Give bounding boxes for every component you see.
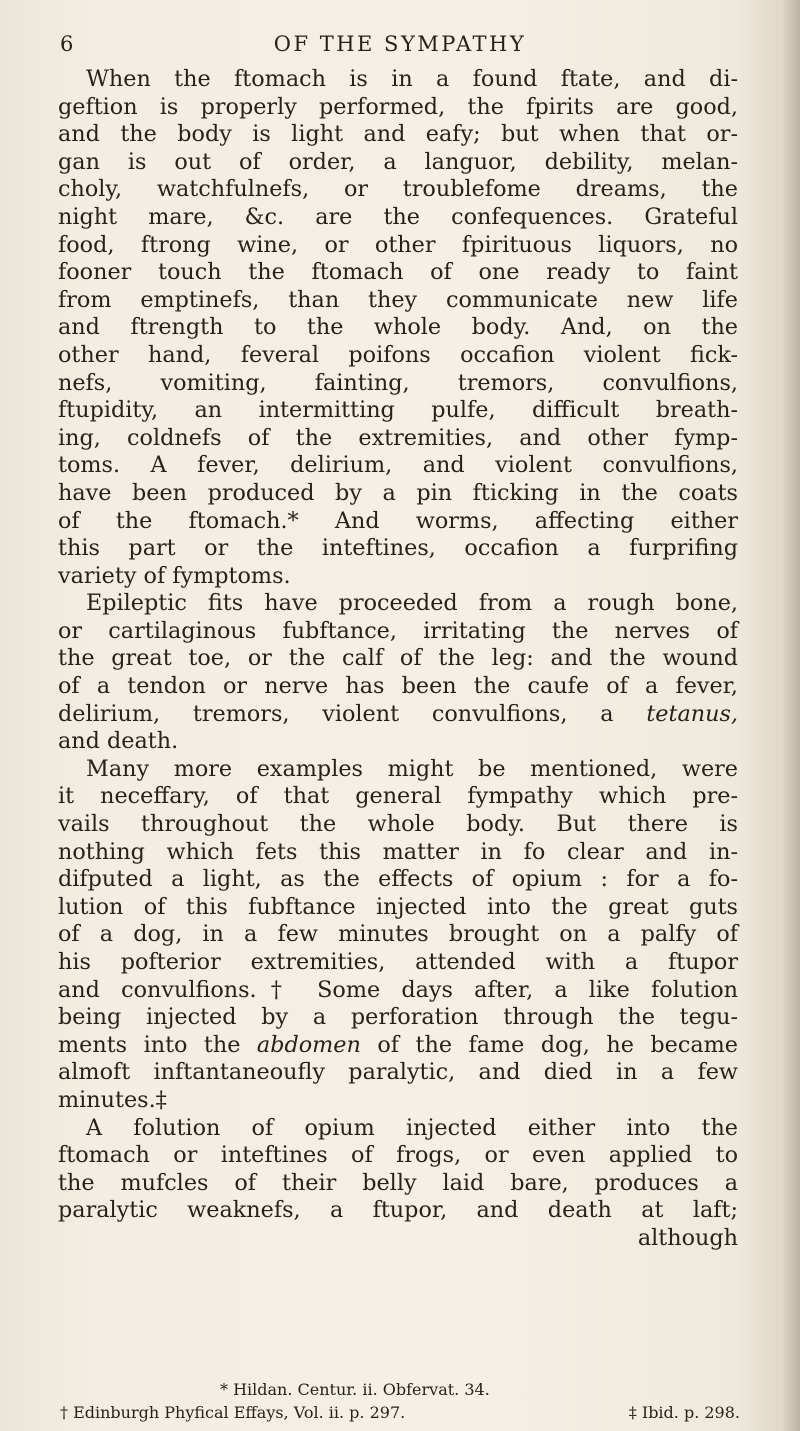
text-line: of a tendon or nerve has been the caufe of a fever, xyxy=(58,673,738,700)
text-line: and ftrength to the whole body. And, on the xyxy=(58,314,738,341)
text-line: the mufcles of their belly laid bare, produces a xyxy=(58,1169,738,1196)
page-header xyxy=(60,30,740,70)
catchword: although xyxy=(637,1224,738,1251)
italic-term: abdomen xyxy=(256,1031,361,1058)
text-line: the great toe, or the calf of the leg: and the wound xyxy=(58,645,738,672)
text-line: this part or the inteftines, occafion a furprifing xyxy=(58,535,738,562)
text-line: food, ftrong wine, or other fpirituous liquors, no xyxy=(58,231,738,258)
page-edge-shadow xyxy=(782,0,800,1431)
text-line: gan is out of order, a languor, debility, melan- xyxy=(58,148,738,175)
text-line: ftupidity, an intermitting pulfe, difficult breath- xyxy=(58,397,738,424)
text-line: delirium, tremors, violent convulfions, a tetanus, xyxy=(58,700,738,727)
text-line: choly, watchfulnefs, or troublefome dreams, the xyxy=(58,176,738,203)
text-line: from emptinefs, than they communicate new life xyxy=(58,286,738,313)
text-line: nothing which fets this matter in fo clear and in- xyxy=(58,838,738,865)
text-line: geftion is properly performed, the fpirits are good, xyxy=(58,93,738,120)
text-line: fooner touch the ftomach of one ready to faint xyxy=(58,259,738,286)
text-line: lution of this fubftance injected into the great guts xyxy=(58,893,738,920)
text-line: Epileptic fits have proceeded from a rough bone, xyxy=(86,590,738,617)
footnote: * Hildan. Centur. ii. Obfervat. 34. xyxy=(220,1380,490,1399)
text-line: ftomach or inteftines of frogs, or even applied to xyxy=(58,1142,738,1169)
text-line: difputed a light, as the effects of opium : for a fo- xyxy=(58,866,738,893)
text-line: being injected by a perforation through the tegu- xyxy=(58,1004,738,1031)
text-line: night mare, &c. are the confequences. Grateful xyxy=(58,203,738,230)
text-line: almoft inftantaneoufly paralytic, and died in a few xyxy=(58,1059,738,1086)
italic-term: tetanus, xyxy=(646,700,738,727)
text-line: other hand, feveral poifons occafion violent fick- xyxy=(58,341,738,368)
text-line: nefs, vomiting, fainting, tremors, convulfions, xyxy=(58,369,738,396)
text-line: his pofterior extremities, attended with a ftupor xyxy=(58,949,738,975)
text-line: variety of fymptoms. xyxy=(58,562,291,589)
text-line: When the ftomach is in a found ftate, and di- xyxy=(86,66,738,92)
text-line: or cartilaginous fubftance, irritating the nerves of xyxy=(58,617,738,644)
body-text xyxy=(58,66,738,1253)
running-head: OF THE SYMPATHY xyxy=(273,32,527,56)
text-line: it neceffary, of that general fympathy which pre- xyxy=(58,783,738,810)
footnote: † Edinburgh Phyfical Effays, Vol. ii. p. 297. xyxy=(60,1403,406,1422)
text-line: have been produced by a pin fticking in the coats xyxy=(58,479,738,506)
text-line: minutes.‡ xyxy=(58,1086,167,1113)
text-line: and death. xyxy=(58,728,179,755)
footnotes xyxy=(60,1378,740,1424)
text-line: ing, coldnefs of the extremities, and other fymp- xyxy=(58,424,738,451)
footnote: ‡ Ibid. p. 298. xyxy=(628,1403,740,1422)
text-line: A folution of opium injected either into the xyxy=(86,1114,738,1141)
page-number: 6 xyxy=(60,32,74,56)
text-line: of the ftomach.* And worms, affecting either xyxy=(58,507,738,534)
text-line: toms. A fever, delirium, and violent convulfions, xyxy=(58,452,738,479)
text-line: ments into the abdomen of the fame dog, he became xyxy=(58,1031,738,1058)
text-line: vails throughout the whole body. But there is xyxy=(58,811,738,838)
text-line: and the body is light and eafy; but when that or- xyxy=(58,121,738,148)
text-line: paralytic weaknefs, a ftupor, and death at laft; xyxy=(58,1197,738,1224)
footnote-row xyxy=(60,1401,740,1424)
text-line: of a dog, in a few minutes brought on a palfy of xyxy=(58,921,738,948)
text-line: Many more examples might be mentioned, were xyxy=(86,755,738,782)
text-line: and convulfions.† Some days after, a like folution xyxy=(58,976,738,1003)
